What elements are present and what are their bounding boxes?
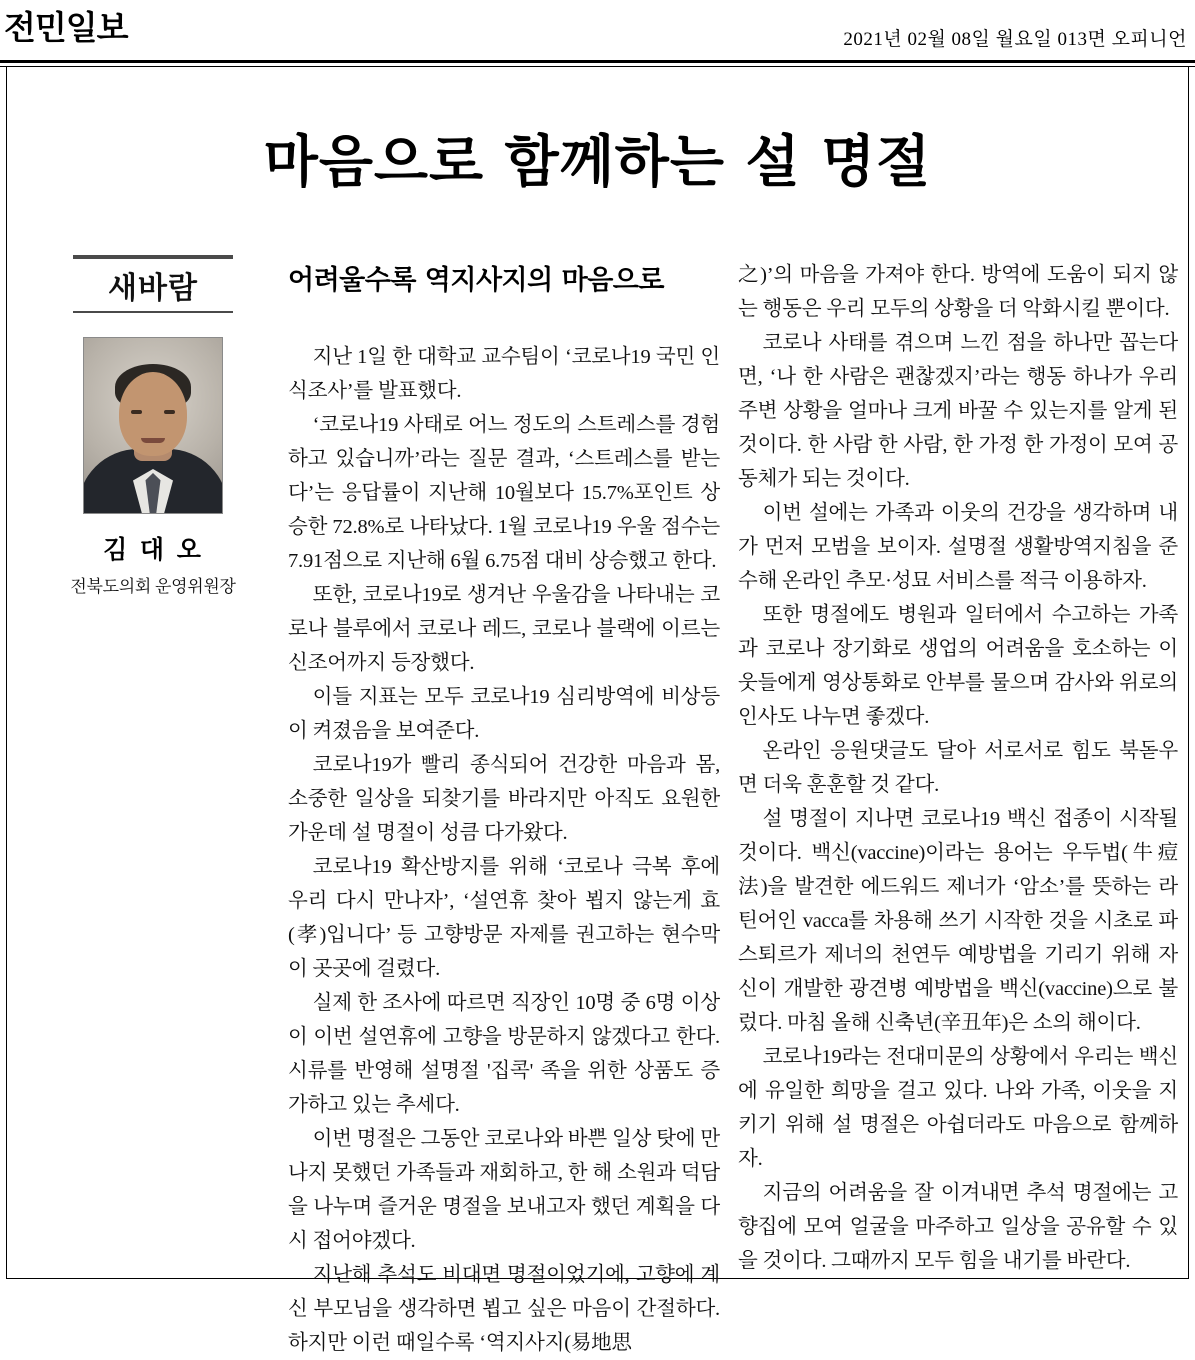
paragraph: 지난 1일 한 대학교 교수팀이 ‘코로나19 국민 인식조사’를 발표했다. (288, 346, 720, 402)
paragraph: 이들 지표는 모두 코로나19 심리방역에 비상등이 켜졌음을 보여준다. (288, 686, 720, 742)
paragraph: 이번 명절은 그동안 코로나와 바쁜 일상 탓에 만나지 못했던 가족들과 재회하고, 한 해 소원과 덕담을 나누며 즐거운 명절을 보내고자 했던 계획을 다시 접어야겠다. (288, 1128, 720, 1252)
masthead (0, 0, 1195, 62)
portrait-eye-right (164, 410, 175, 414)
article-column-2 (738, 258, 1178, 1278)
article-headline: 마음으로 함께하는 설 명절 (263, 129, 932, 195)
author-name: 김 대 오 (103, 535, 203, 564)
paragraph: 설 명절이 지나면 코로나19 백신 접종이 시작될 것이다. 백신(vaccine)이라는 용어는 우두법(牛痘法)을 발견한 에드워드 제너가 ‘암소’를 뜻하는 라틴어인 vacca를 차용해 쓰기 시작한 것을 시초로 파스퇴르가 제너의 천연두 예방법을 기리기 위해 자신이 개발한 광견병 예방법을 백신(vaccine)으로 불렀다. 마침 올해 신축년(辛丑年)은 소의 해이다. (738, 808, 1178, 1034)
author-role: 전북도의회 운영위원장 (70, 577, 236, 596)
masthead-rule-thick (0, 60, 1195, 63)
newspaper-title: 전민일보 (4, 8, 128, 47)
issue-date-line: 2021년 02월 08일 월요일 013면 오피니언 (843, 29, 1187, 50)
paragraph: 실제 한 조사에 따르면 직장인 10명 중 6명 이상이 이번 설연휴에 고향을 방문하지 않겠다고 한다. 시류를 반영해 설명절 '집콕' 족을 위한 상품도 증가하고 있는 추세다. (288, 992, 720, 1116)
paragraph: 또한 명절에도 병원과 일터에서 수고하는 가족과 코로나 장기화로 생업의 어려움을 호소하는 이웃들에게 영상통화로 안부를 물으며 감사와 위로의 인사도 나누면 좋겠다. (738, 604, 1178, 728)
page-border-left (6, 66, 7, 1278)
portrait-mouth (141, 438, 165, 443)
author-rail (58, 255, 248, 597)
article-column-1 (288, 340, 720, 1360)
portrait-face (119, 372, 187, 456)
column-tag: 새바람 (108, 271, 198, 306)
paragraph: 온라인 응원댓글도 달아 서로서로 힘도 북돋우면 더욱 훈훈할 것 같다. (738, 740, 1178, 796)
paragraph: 코로나19 확산방지를 위해 ‘코로나 극복 후에 우리 다시 만나자’, ‘설연휴 찾아 뵙지 않는게 효(孝)입니다’ 등 고향방문 자제를 권고하는 현수막이 곳곳에 걸렸다. (288, 856, 720, 980)
portrait-eye-left (131, 410, 142, 414)
paragraph: 之)’의 마음을 가져야 한다. 방역에 도움이 되지 않는 행동은 우리 모두의 상황을 더 악화시킬 뿐이다. (738, 264, 1178, 320)
paragraph: 코로나19가 빨리 종식되어 건강한 마음과 몸, 소중한 일상을 되찾기를 바라지만 아직도 요원한 가운데 설 명절이 성큼 다가왔다. (288, 754, 720, 844)
paragraph: 또한, 코로나19로 생겨난 우울감을 나타내는 코로나 블루에서 코로나 레드, 코로나 블랙에 이르는 신조어까지 등장했다. (288, 584, 720, 674)
author-portrait (83, 337, 223, 514)
paragraph: ‘코로나19 사태로 어느 정도의 스트레스를 경험하고 있습니까’라는 질문 결과, ‘스트레스를 받는다’는 응답률이 지난해 10월보다 15.7%포인트 상승한 72.8%로 나타났다. 1월 코로나19 우울 점수는 7.91점으로 지난해 6월 6.75점 대비 상승했고 한다. (288, 414, 720, 572)
article-subhead: 어려울수록 역지사지의 마음으로 (288, 265, 664, 296)
column-tag-rule-top (73, 255, 233, 259)
paragraph: 지금의 어려움을 잘 이겨내면 추석 명절에는 고향집에 모여 얼굴을 마주하고 일상을 공유할 수 있을 것이다. 그때까지 모두 힘을 내기를 바란다. (738, 1182, 1178, 1272)
column-tag-rule-bottom (73, 311, 233, 313)
paragraph: 이번 설에는 가족과 이웃의 건강을 생각하며 내가 먼저 모범을 보이자. 설명절 생활방역지침을 준수해 온라인 추모·성묘 서비스를 적극 이용하자. (738, 502, 1178, 592)
masthead-rule-thin (0, 66, 1195, 67)
page-border-right (1188, 66, 1189, 1278)
paragraph: 지난해 추석도 비대면 명절이었기에, 고향에 계신 부모님을 생각하면 뵙고 싶은 마음이 간절하다. 하지만 이런 때일수록 ‘역지사지(易地思 (288, 1264, 720, 1354)
paragraph: 코로나19라는 전대미문의 상황에서 우리는 백신에 유일한 희망을 걸고 있다. 나와 가족, 이웃을 지키기 위해 설 명절은 아쉽더라도 마음으로 함께하자. (738, 1046, 1178, 1170)
paragraph: 코로나 사태를 겪으며 느낀 점을 하나만 꼽는다면, ‘나 한 사람은 괜찮겠지’라는 행동 하나가 우리 주변 상황을 얼마나 크게 바꿀 수 있는지를 알게 된 것이다. 한 사람 한 사람, 한 가정 한 가정이 모여 공동체가 되는 것이다. (738, 332, 1178, 490)
